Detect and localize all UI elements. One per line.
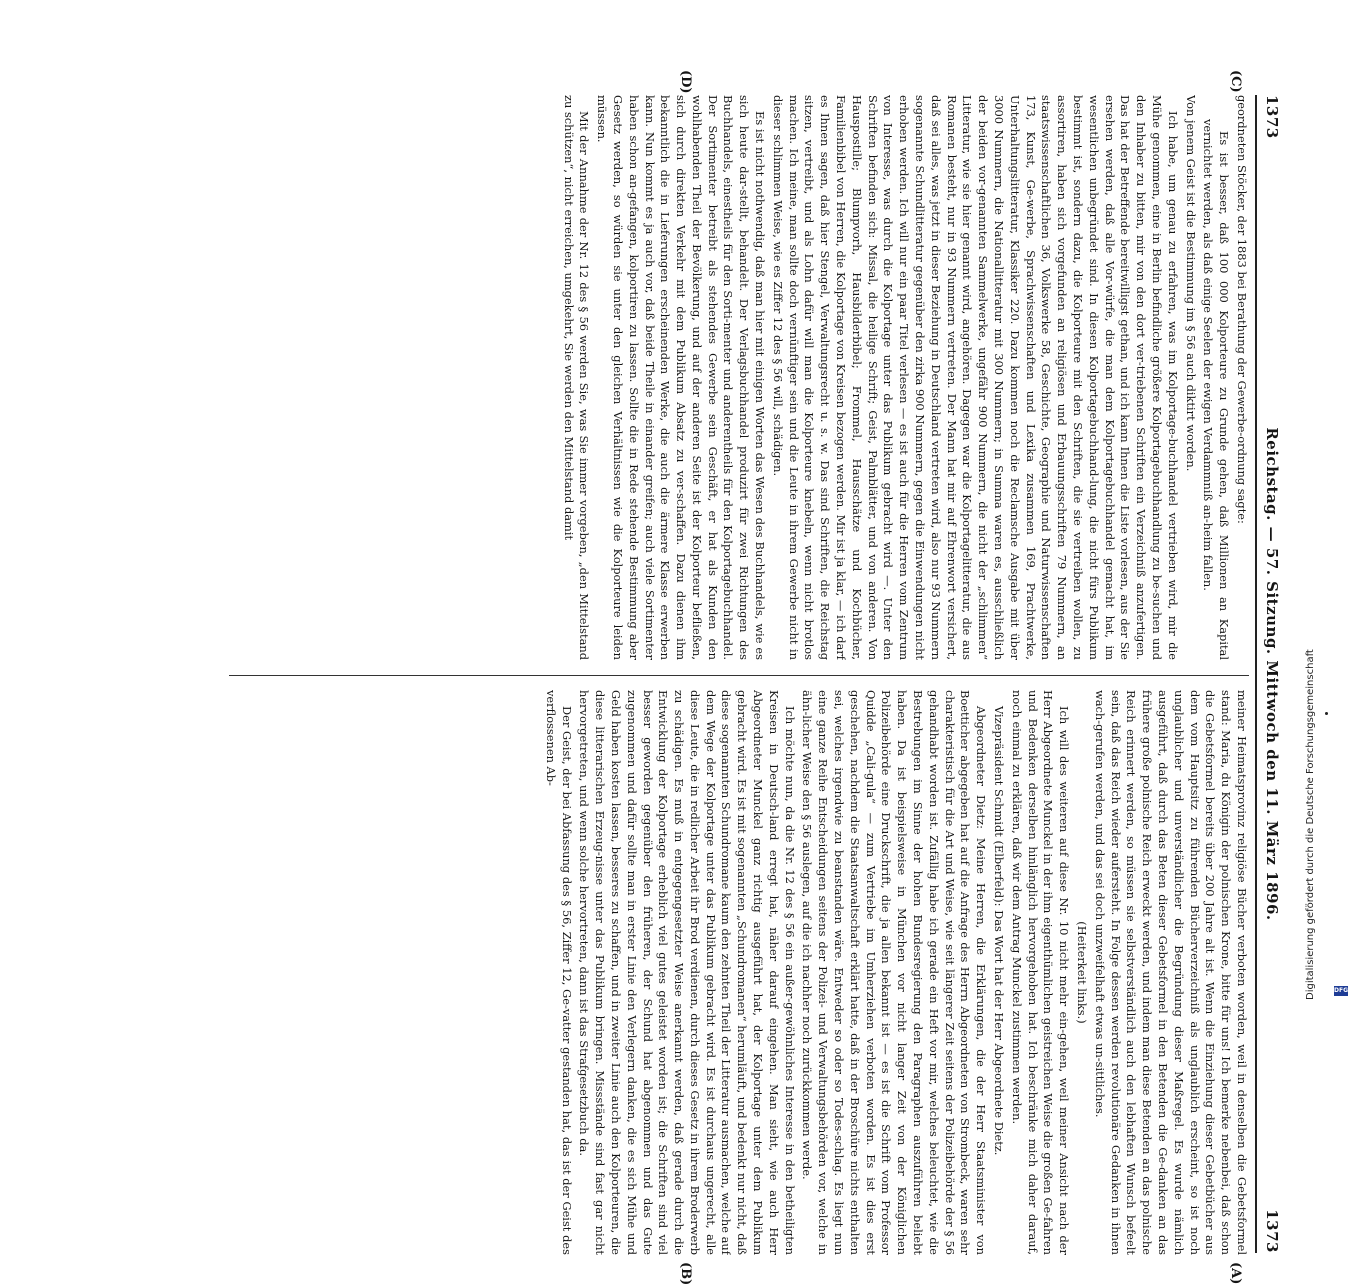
paragraph: geordneten Stöcker, der 1883 bei Berathung der Gewerbe-ordnung sagte: [1235, 95, 1249, 524]
quote-paragraph: Es ist besser, daß 100 000 Kolporteure zu Grunde gehen, daß Millionen an Kapital vernichtet werden, als daß einige Seelen der ewigen Verdammniß an-heim fallen. [1201, 119, 1232, 660]
header-title: Reichstag. — 57. Sitzung. Mittwoch den 11. März 1896. [1263, 427, 1281, 921]
paragraph: Ich will des weiteren auf diese Nr. 10 nicht mehr ein-gehen, weil meiner Ansicht nach der Herr Abgeordnete Munckel in der ihm eigenthümlichen geistreichen Weise die großen Ge-fahren und Bedenken derselben hinlänglich hervorgehoben hat. Ich beschränke mich daher darauf, noch einmal zu erklären, daß wir dem Antrag Munckel zustimmen werden. [1009, 690, 1072, 1255]
header-page-number-left: 1373 [1263, 95, 1281, 139]
paragraph: Der Geist, der bei Abfassung des § 56, Ziffer 12, Ge-vatter gestanden hat, das ist der Geist des verflossenen Ab- [543, 690, 574, 1255]
margin-marker-d: (D) [678, 70, 693, 94]
paragraph: Ich möchte nun, da die Nr. 12 des § 56 ein außer-gewöhnliches Interesse in den betheiligten Kreisen in Deutsch-land erregt hat, näher darauf eingehen. Man sieht, wie auch Herr Abgeordneter Munckel ganz richtig ausgeführt hat, der Kolportage unter dem Publikum gebracht wird. Es ist mit sogenannten „Schundromanen“ herumläuft, und bedenkt nur nicht, daß diese sogenannten Schundromane kaum den zehnten Theil der Litteratur ausmachen, welche auf dem Wege der Kolportage unter das Publikum gebracht wird. Es ist durchaus ungerecht, alle diese Leute, die in redlicher Arbeit ihr Brod verdienen, durch dieses Gesetz in ihrem Broderwerb zu schädigen. Es muß in entgegengesetzter Weise anerkannt werden, daß gerade durch die Entwicklung der Kolportage erheblich viel gutes geleistet worden ist; die Schriften sind viel besser geworden gegenüber den früheren, der Schund hat abgenommen und das Gute zugenommen und dafür sollte man in erster Linie den Verlegern danken, die es sich Mühe und Geld haben kosten lassen, besseres zu schaffen, und in zweiter Linie auch den Kolporteuren, die diese litterarischen Erzeug-nisse unter das Publikum bringen. Missstände sind fast gar nicht hervorgetreten, und wenn solche hervortreten, dann ist das Strafgesetzbuch da. [577, 690, 797, 1255]
dfg-logo: DFG [1334, 987, 1349, 994]
margin-marker-b: (B) [678, 1262, 693, 1285]
paragraph: meiner Heimatsprovinz religiöse Bücher verboten worden, weil in denselben die Gebetsformel stand: Maria, du Königin der polnischen Krone, bitte für uns! Ich bemerke nebenbei, daß schon die Gebetsformel bereits über 200 Jahre alt ist. Wenn die Einziehung dieser Gebetbücher aus dem vom Hauptsitz zu führenden Bücherverzeichniß als unglaublich erscheint, so ist noch unglaublicher und unverständlicher die Begründung dieser Maßregel. Es wurde nämlich ausgeführt, daß durch das Beten dieser Gebetsformel in den Betenden die Ge-danken an das frühere große polnische Reich erweckt werden, und indem man diese Betenden an das polnische Reich erinnert werden, so müssen sie selbstverständlich auch den lebhaften Wunsch befeelt sein, daß das Reich wieder aufersteht. In Folge dessen werden revolutionäre Gedanken in ihnen wach-gerufen werden, und das sei doch unzweifelhaft etwas un-sittliches. [1092, 690, 1249, 1255]
paragraph: Ich habe, um genau zu erfahren, was im Kolportage-buchhandel vertrieben wird, mir die Mühe genommen, eine in Berlin befindliche größere Kolportagebuchhandlung zu be-suchen und den Inhaber zu bitten, mir von den dort ver-triebenen Schriften ein Verzeichniß anzufertigen. Das hat der Betreffende bereitwilligst gethan, und ich kann Ihnen die Liste vorlesen, aus der Sie ersehen werden, daß alle Vor-würfe, die man dem Kolportagebuchhandel gemacht hat, im wesentlichen unbegründet sind. In diesen Kolportagebuchhand-lung, die nicht fürs Publikum bestimmt ist, sondern dazu, die Kolporteure mit den Schriften, die sie vertreiben wollen, zu assortiren, haben sich vorgefunden an religiösen und Erbauungsschriften 79 Nummern, an staatswissenschaftlichen 36, Volkswerke 58, Geschichte, Geographie und Naturwissenschaften 173, Kunst, Ge-werbe, Sprachwissenschaften und Lexika zusammen 169, Prachtwerke, Unterhaltungslitteratur, Klassiker 220. Dazu kommen noch die Reclamsche Ausgabe mit über 3000 Nummern, die Nationallitteratur mit 300 Nummern; in Summa waren es, ausschließlich der beiden vor-genannten Sammelwerke, ungefähr 900 Nummern, die nicht der „schlimmen“ Litteratur, wie sie hier genannt wird, angehören. Dagegen war die Kolportagelitteratur, die aus Romanen besteht, nur in 93 Nummern vertreten. Der Mann hat mir auf Ehrenwort versichert, daß sei alles, was jetzt in dieser Beziehung in Deutschland vertreten wird, also nur 93 Nummern sogenannte Schundlitteratur gegenüber den zirka 900 Nummern, gegen die Einwendungen nicht erhoben werden. Ich will nur ein paar Titel verlesen — es ist auch für die Herren vom Zentrum von Interesse, was durch die Kolportage unter das Publikum gebracht wird —. Unter den Schriften befinden sich: Missal, die heilige Schrift; Geist, Palmblätter, und von anderen. Von Hauspostille; Blumpvorh, Hausbilderbibel; Frommel, Hausschätze und Kochbücher, Familienbibel von Herren, die Kolportage von Kreisen bezogen werden. Mir ist ja klar, — ich darf es Ihnen sagen, daß hier Stengel, Verwaltungsrecht u. s. w. Das sind Schriften, die Reichstag sitzen, vertreibt, und als Lohn dafür will man die Kolporteure knebeln, wenn nicht brotlos machen. Ich meine, man sollte doch vernünftiger sein und die Leute in ihrem Gewerbe nicht in dieser schlimmen Weise, wie es Ziffer 12 des § 56 will, schädigen. [770, 95, 1180, 660]
paragraph: Es ist nicht nothwendig, daß man hier mit einigen Worten das Wesen des Buchhandels, wie es sich heute dar-stellt, behandelt. Der Verlagsbuchhandel produzirt für zwei Richtungen des Buchhandels, einestheils für den Sorti-menter und anderentheils für den Kolportagebuchhandel. Der Sortimenter betreibt als stehendes Gewerbe sein Geschäft, er hat als Kunden den wohlhabenden Theil der Bevölkerung, und auf der anderen Seite ist der Kolporteur befließen, sich durch direkten Verkehr mit dem Publikum Absatz zu ver-schaffen. Dazu dienen ihm bekanntlich die in Lieferungen erscheinenden Werke, die auch die ärmere Klasse erwerben kann. Nun kommt es ja auch vor, daß beide Theile in einander greifen; auch viele Sortimenter haben schon an-gefangen, kolportiren zu lassen. Sollte die in Rede stehende Bestimmung aber Gesetz werden, so würden sie unter den gleichen Verhältnissen wie die Kolporteure leiden müssen. [595, 95, 768, 660]
paragraph: Mit der Annahme der Nr. 12 des § 56 werden Sie, was Sie immer vorgeben, „den Mittelstand zu schützen“, nicht erreichen, umgekehrt, Sie werden den Mittelstand damit [561, 95, 592, 660]
header-page-number-right: 1373 [1263, 1209, 1281, 1253]
digitization-credit: Digitalisierung gefördert durch die Deutsche Forschungsgemeinschaft [1305, 649, 1316, 1000]
running-header [1255, 95, 1283, 1253]
margin-marker-a: (A) [1228, 1262, 1243, 1285]
speaker-paragraph: Vizepräsident Schmidt (Elberfeld): Das Wort hat der Herr Abgeordnete Dietz. [992, 706, 1007, 1156]
text-column-right [29, 690, 1249, 1255]
interjection: (Heiterkeit links.) [1075, 921, 1090, 1024]
text-column-left [29, 95, 1249, 660]
paragraph: Von jenem Geist ist die Bestimmung im § 56 auch diktirt worden. [1183, 95, 1198, 472]
speck [1325, 712, 1328, 715]
column-divider [229, 675, 1249, 676]
margin-marker-c: (C) [1228, 70, 1243, 93]
speaker-paragraph: Abgeordneter Dietz: Meine Herren, die Erklärungen, die der Herr Staatsminister von Boetticher abgegeben hat auf die Anfrage des Herrn Abgeordneten von Strombeck, waren sehr charakteristisch für die Art und Weise, wie seit längerer Zeit seitens der Polizeibehörde der § 56 gehandhabt worden ist. Zufällig habe ich gerade ein Heft vor mir, welches beleuchtet, wie die Bestrebungen im Sinne der hohen Bundesregierung den Paragraphen auszuführen beliebt haben. Da ist beispielsweise in München vor nicht langer Zeit von der Königlichen Polizeibehörde eine Druckschrift, die ja allen bekannt ist — es ist die Schrift vom Professor Quidde „Cali-gula“ — zum Vertriebe im Umherziehen verboten worden. Es ist dies erst geschehen, nachdem die Staatsanwaltschaft erklärt hatte, daß in der Broschüre nichts enthalten sei, welches irgendwie zu beanstanden wäre. Entweder so oder so Todes-schlag. Es liegt nun eine ganze Reihe Entscheidungen seitens der Polizei- und Verwaltungsbehörden vor, welche in ähn-licher Weise den § 56 auslegen, auf die ich nachher noch zurückkommen werde. [800, 690, 989, 1255]
